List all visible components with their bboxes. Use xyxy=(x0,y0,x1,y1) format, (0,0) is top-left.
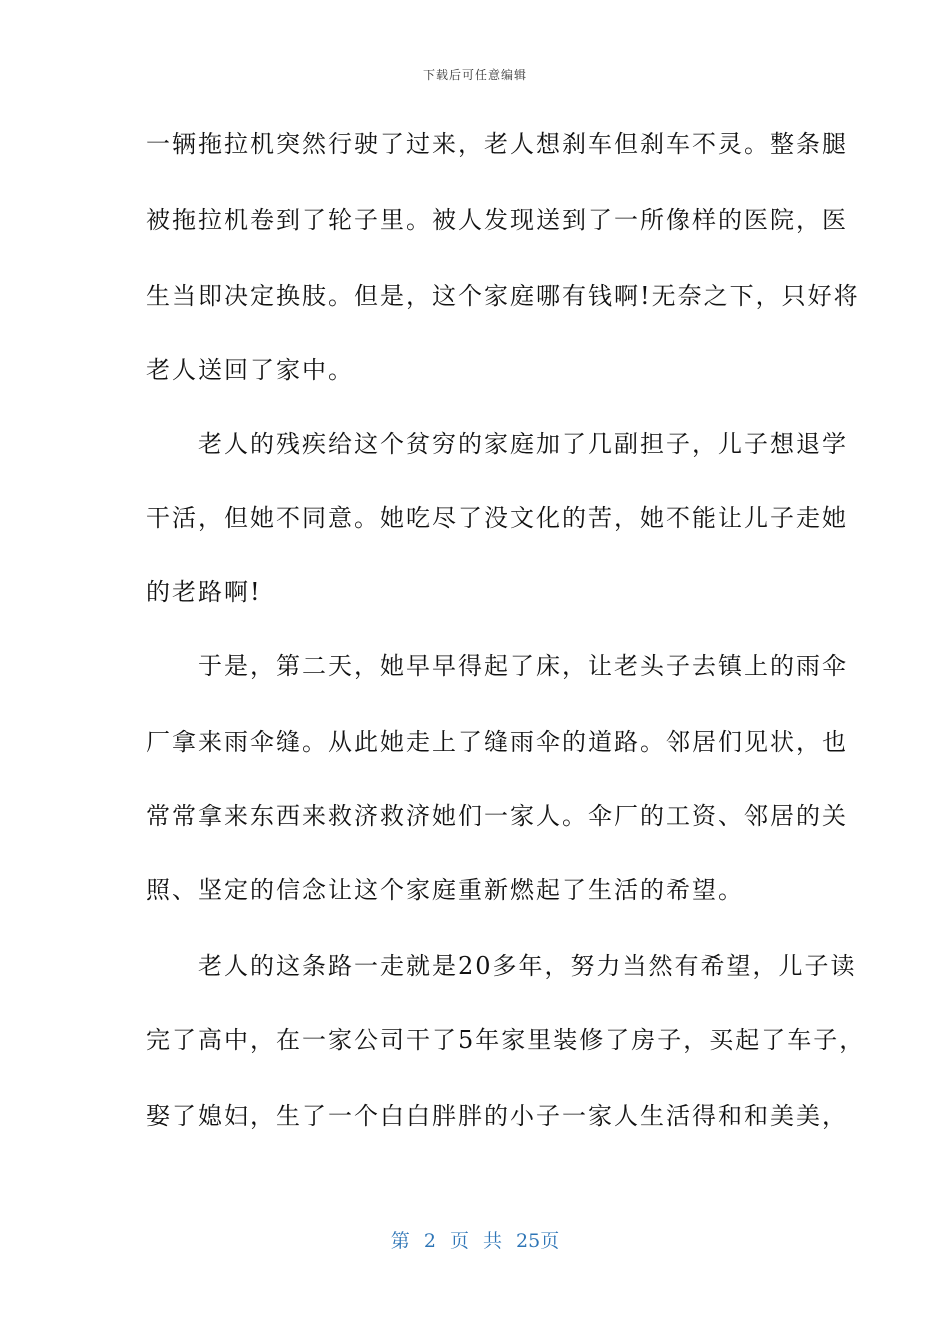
text-line: 干活，但她不同意。她吃尽了没文化的苦，她不能让儿子走她 xyxy=(146,504,848,532)
text-line: 被拖拉机卷到了轮子里。被人发现送到了一所像样的医院，医 xyxy=(146,206,848,234)
text-line: 老人的残疾给这个贫穷的家庭加了几副担子，儿子想退学 xyxy=(146,430,848,458)
text-line: 娶了媳妇，生了一个白白胖胖的小子一家人生活得和和美美， xyxy=(146,1102,848,1130)
text-line: 的老路啊! xyxy=(146,578,262,606)
text-line: 一辆拖拉机突然行驶了过来，老人想刹车但刹车不灵。整条腿 xyxy=(146,130,848,158)
text-line: 照、坚定的信念让这个家庭重新燃起了生活的希望。 xyxy=(146,876,744,904)
text-line: 完了高中，在一家公司干了5年家里装修了房子，买起了车子， xyxy=(146,1026,866,1054)
page-header: 下载后可任意编辑 xyxy=(422,68,527,82)
text-line: 老人的这条路一走就是20多年，努力当然有希望，儿子读 xyxy=(146,952,857,980)
text-line: 于是，第二天，她早早得起了床，让老头子去镇上的雨伞 xyxy=(146,652,848,680)
page-number-footer: 第 2 页 共 25页 xyxy=(390,1230,560,1252)
text-line: 常常拿来东西来救济救济她们一家人。伞厂的工资、邻居的关 xyxy=(146,802,848,830)
text-line: 老人送回了家中。 xyxy=(146,356,354,384)
text-line: 生当即决定换肢。但是，这个家庭哪有钱啊!无奈之下，只好将 xyxy=(146,282,860,310)
text-line: 厂拿来雨伞缝。从此她走上了缝雨伞的道路。邻居们见状，也 xyxy=(146,728,848,756)
